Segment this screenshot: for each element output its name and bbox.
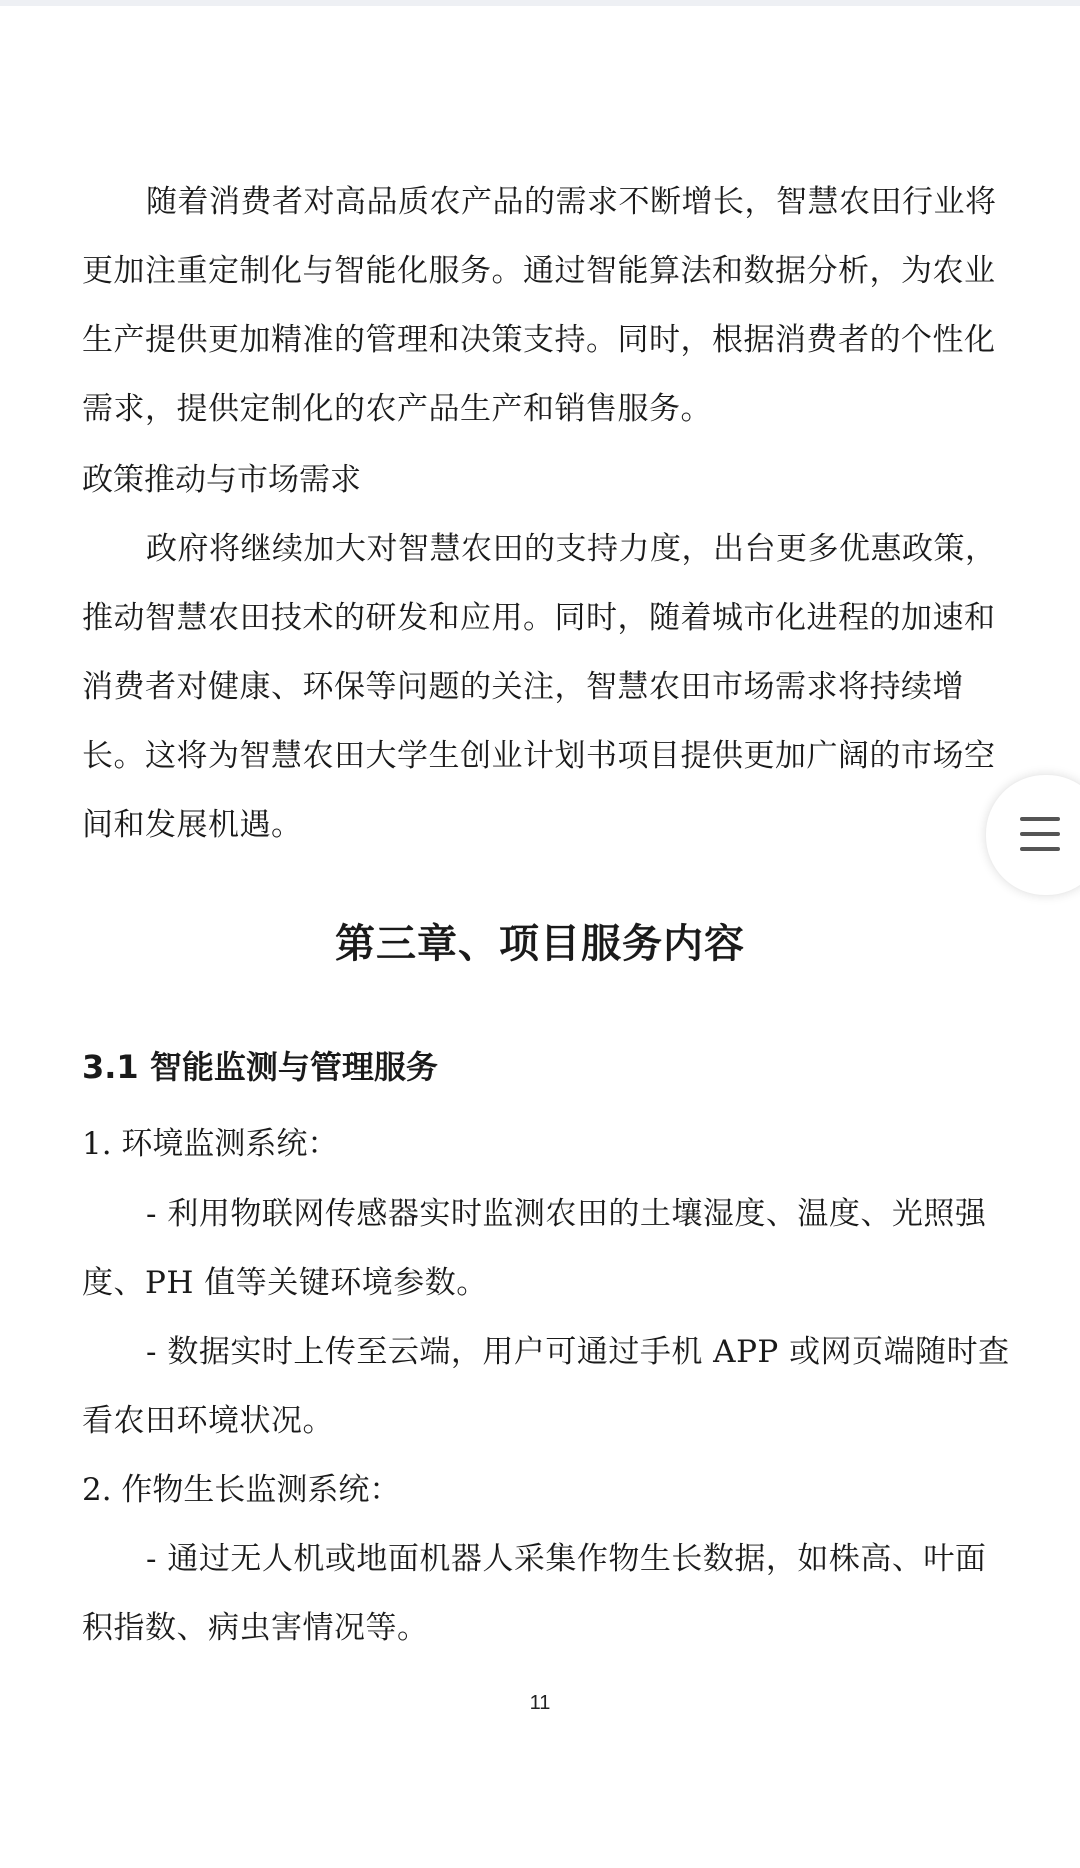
paragraph-consumer-demand: 随着消费者对高品质农产品的需求不断增长，智慧农田行业将更加注重定制化与智能化服务。通过智能算法和数据分析，为农业生产提供更加精准的管理和决策支持。同时，根据消费者的个性化需求，提供定制化的农产品生产和销售服务。 <box>82 184 997 427</box>
menu-icon <box>1020 817 1060 853</box>
page-number: 11 <box>529 1692 551 1714</box>
list-item-cloud-upload: - 数据实时上传至云端，用户可通过手机 APP 或网页端随时查看农田环境状况。 <box>82 1334 1010 1439</box>
list-item-sensor-monitoring: - 利用物联网传感器实时监测农田的土壤湿度、温度、光照强度、PH 值等关键环境参数。 <box>82 1196 987 1301</box>
subheading-policy-market: 政策推动与市场需求 <box>82 462 361 498</box>
list-item-crop-monitoring: 2. 作物生长监测系统： <box>82 1472 401 1508</box>
list-item-drone-collection: - 通过无人机或地面机器人采集作物生长数据，如株高、叶面积指数、病虫害情况等。 <box>82 1541 987 1646</box>
section-title: 3.1 智能监测与管理服务 <box>82 1048 438 1086</box>
list-item-environment-monitoring: 1. 环境监测系统： <box>82 1126 339 1162</box>
chapter-title: 第三章、项目服务内容 <box>335 921 745 967</box>
paragraph-government-support: 政府将继续加大对智慧农田的支持力度，出台更多优惠政策，推动智慧农田技术的研发和应用。同时，随着城市化进程的加速和消费者对健康、环保等问题的关注，智慧农田市场需求将持续增长。这将为智慧农田大学生创业计划书项目提供更加广阔的市场空间和发展机遇。 <box>82 531 997 843</box>
